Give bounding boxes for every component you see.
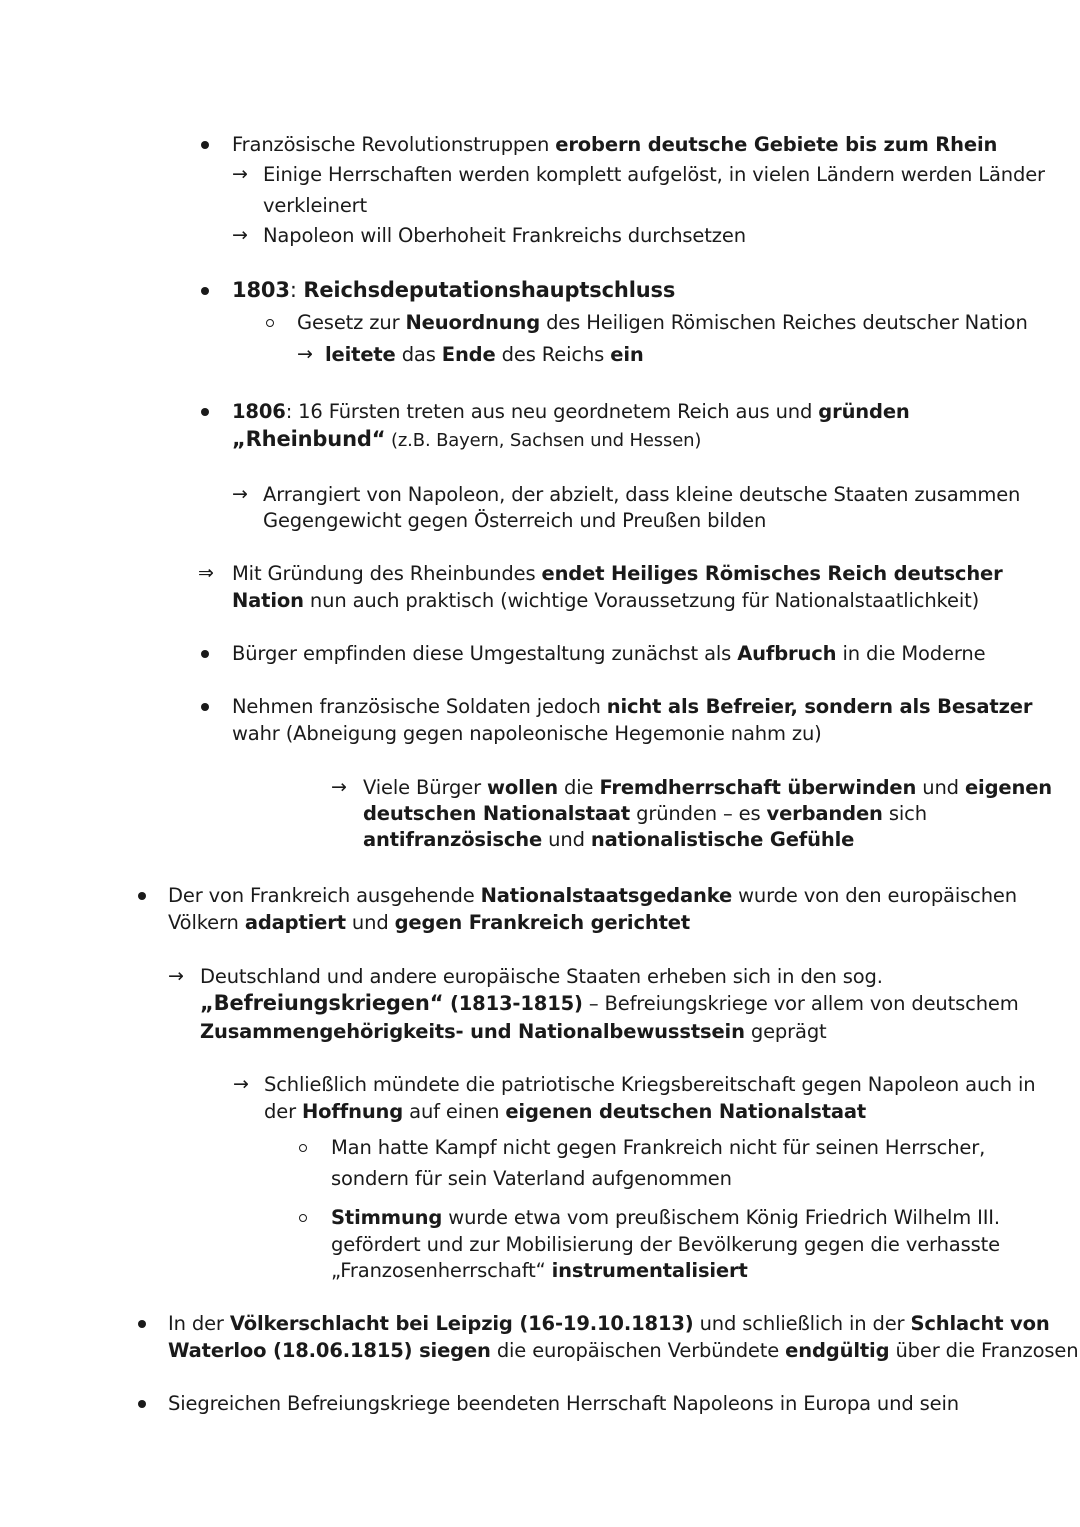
text-line: Nehmen französische Soldaten jedoch nicht als Befreier, sondern als Besatzer [232,695,1033,718]
bullet-icon [201,650,209,658]
text-line: antifranzösische und nationalistische Gefühle [363,828,855,851]
text-line: Französische Revolutionstruppen erobern deutsche Gebiete bis zum Rhein [232,133,998,156]
arrow-right-icon: → [232,163,248,185]
arrow-right-icon: → [297,343,313,365]
arrow-right-icon: → [331,776,347,798]
text-line: wahr (Abneigung gegen napoleonische Hegemonie nahm zu) [232,722,822,745]
sub-bullet-icon [299,1144,307,1152]
text-line: Viele Bürger wollen die Fremdherrschaft überwinden und eigenen [363,776,1053,799]
text-line: 1806: 16 Fürsten treten aus neu geordnetem Reich aus und gründen [232,400,910,423]
text-line: deutschen Nationalstaat gründen – es verbanden sich [363,802,927,825]
text-line: der Hoffnung auf einen eigenen deutschen Nationalstaat [264,1100,867,1123]
text-line: Man hatte Kampf nicht gegen Frankreich nicht für seinen Herrscher, [331,1136,986,1159]
text-line: Einige Herrschaften werden komplett aufgelöst, in vielen Ländern werden Länder [263,163,1045,186]
arrow-right-icon: → [232,224,248,246]
text-line: gefördert und zur Mobilisierung der Bevölkerung gegen die verhasste [331,1233,1000,1256]
text-line: sondern für sein Vaterland aufgenommen [331,1167,732,1190]
text-line: Völkern adaptiert und gegen Frankreich gerichtet [168,911,691,934]
sub-bullet-icon [299,1214,307,1222]
text-line: Zusammengehörigkeits- und Nationalbewusstsein geprägt [200,1020,827,1043]
bullet-icon [201,287,209,295]
bullet-icon [138,1320,146,1328]
text-line: 1803: Reichsdeputationshauptschluss [232,278,676,302]
arrow-right-icon: → [233,1073,249,1095]
text-line: „Rheinbund“ (z.B. Bayern, Sachsen und Hessen) [232,427,702,451]
bullet-icon [138,1400,146,1408]
text-line: leitete das Ende des Reichs ein [325,343,644,366]
text-line: Nation nun auch praktisch (wichtige Voraussetzung für Nationalstaatlichkeit) [232,589,980,612]
bullet-icon [138,892,146,900]
text-line: Mit Gründung des Rheinbundes endet Heiliges Römisches Reich deutscher [232,562,1003,585]
text-line: verkleinert [263,194,368,217]
bullet-icon [201,703,209,711]
double-arrow-right-icon: ⇒ [198,562,214,584]
text-line: „Franzosenherrschaft“ instrumentalisiert [331,1259,748,1282]
text-line: Gesetz zur Neuordnung des Heiligen Römischen Reiches deutscher Nation [297,311,1028,334]
text-line: Napoleon will Oberhoheit Frankreichs durchsetzen [263,224,746,247]
text-line: Siegreichen Befreiungskriege beendeten Herrschaft Napoleons in Europa und sein [168,1392,959,1415]
text-line: „Befreiungskriegen“ (1813-1815) – Befreiungskriege vor allem von deutschem [200,991,1019,1015]
text-line: Waterloo (18.06.1815) siegen die europäischen Verbündete endgültig über die Franzosen [168,1339,1079,1362]
text-line: Deutschland und andere europäische Staaten erheben sich in den sog. [200,965,883,988]
text-line: Der von Frankreich ausgehende Nationalstaatsgedanke wurde von den europäischen [168,884,1017,907]
text-line: Bürger empfinden diese Umgestaltung zunächst als Aufbruch in die Moderne [232,642,986,665]
bullet-icon [201,408,209,416]
text-line: Arrangiert von Napoleon, der abzielt, dass kleine deutsche Staaten zusammen [263,483,1021,506]
sub-bullet-icon [266,319,274,327]
text-line: Stimmung wurde etwa vom preußischem König Friedrich Wilhelm III. [331,1206,1000,1229]
arrow-right-icon: → [232,483,248,505]
text-line: Schließlich mündete die patriotische Kriegsbereitschaft gegen Napoleon auch in [264,1073,1036,1096]
arrow-right-icon: → [168,965,184,987]
text-line: In der Völkerschlacht bei Leipzig (16-19.10.1813) und schließlich in der Schlacht von [168,1312,1050,1335]
bullet-icon [201,141,209,149]
text-line: Gegengewicht gegen Österreich und Preußen bilden [263,509,767,532]
